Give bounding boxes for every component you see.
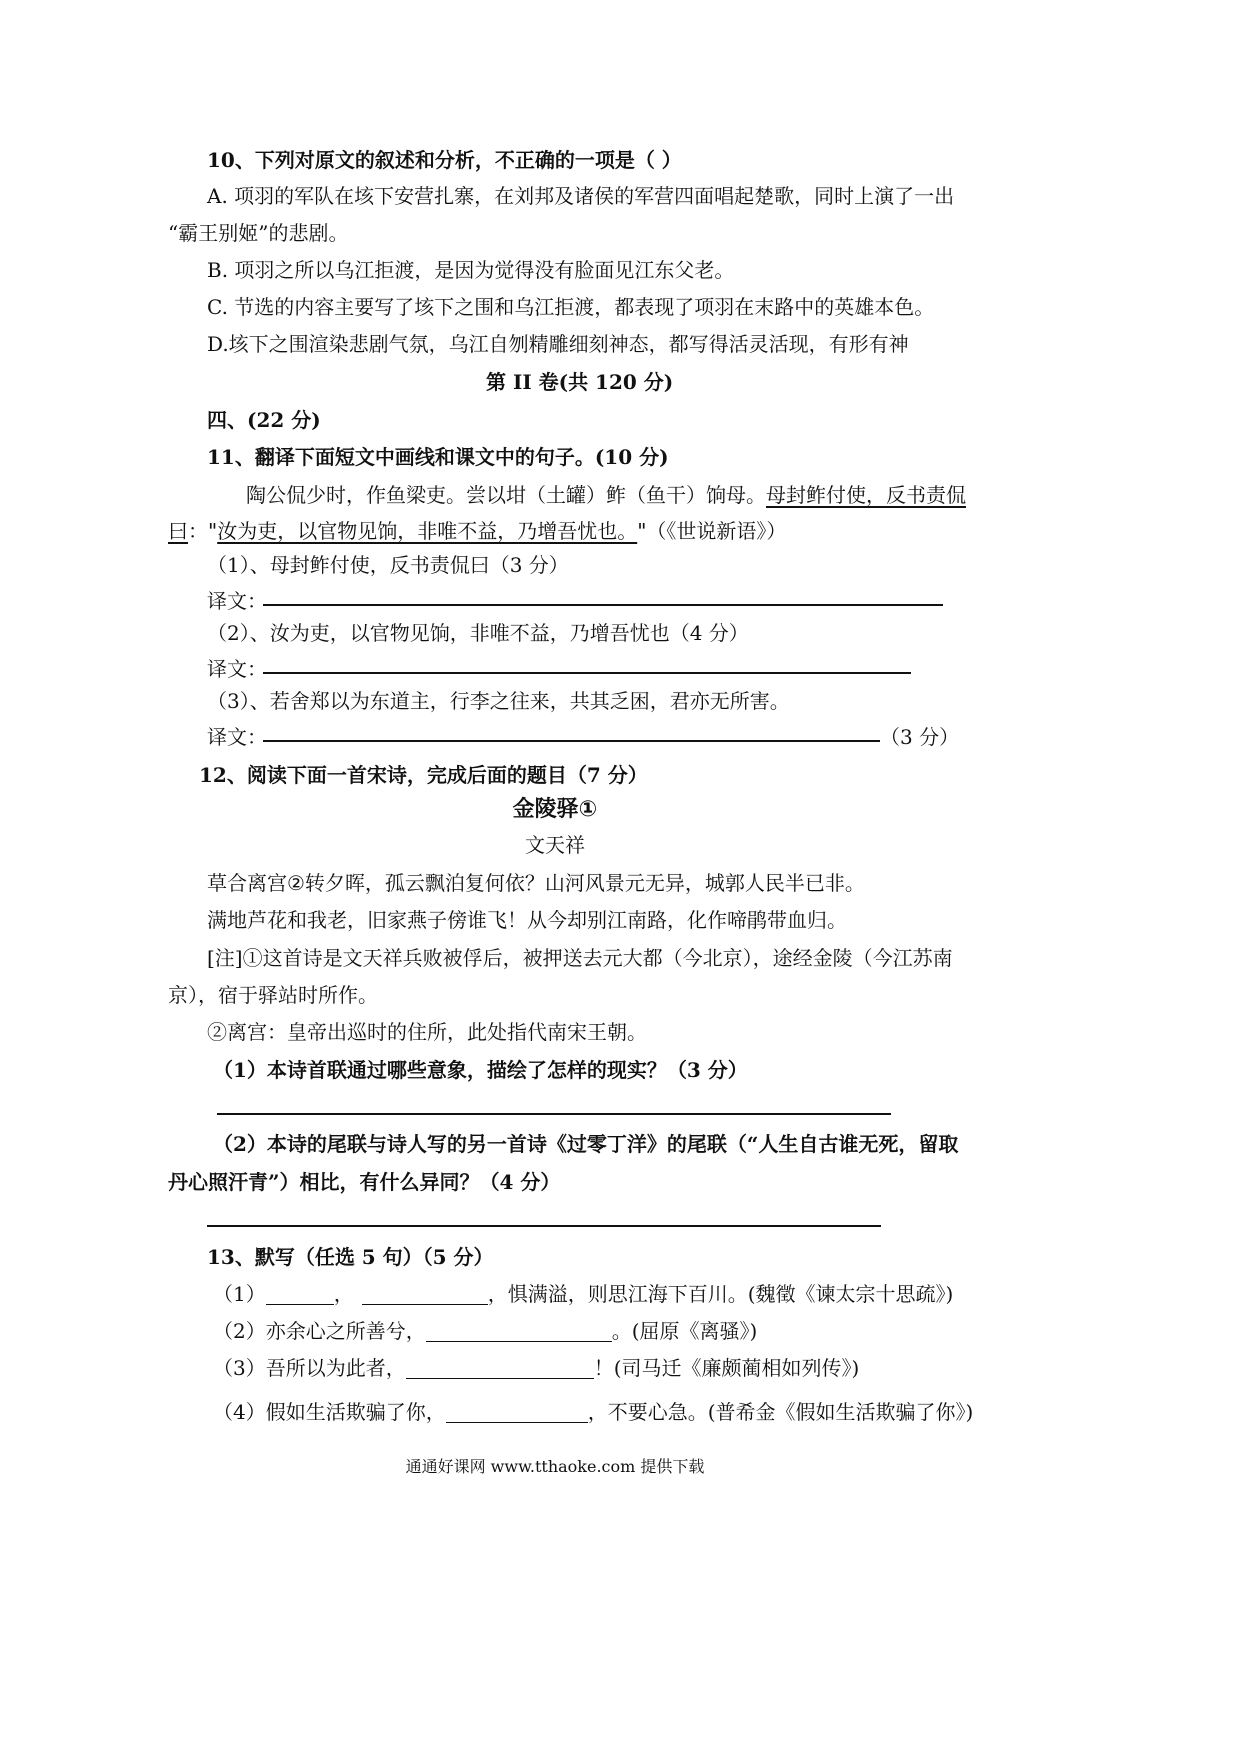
q11-passage-plain: 陶公侃少时，作鱼梁吏。尝以坩（土罐）鲊（鱼干）饷母。 (246, 483, 766, 507)
q13-line-1 (213, 1281, 953, 1307)
q13-line-1-suffix: ，惧满溢，则思江海下百川。(魏徵《谏太宗十思疏》) (487, 1282, 954, 1306)
q11-answer-label-1: 译文： (207, 589, 267, 613)
q11-passage-underlined-1: 母封鲊付使，反书责侃 (766, 483, 966, 507)
q13-line-1-comma: ， (333, 1282, 354, 1306)
q13-line-4 (213, 1399, 973, 1425)
q12-stem: 12、阅读下面一首宋诗，完成后面的题目（7 分） (199, 763, 648, 787)
q11-sentence-3: （3）、若舍郑以为东道主，行李之往来，共其乏困，君亦无所害。 (207, 689, 790, 713)
q10-option-c: C. 节选的内容主要写了垓下之围和乌江拒渡，都表现了项羽在末路中的英雄本色。 (207, 295, 935, 319)
page-footer: 通通好课网 www.tthaoke.com 提供下载 (405, 1457, 705, 1476)
poem-note-2: ②离宫：皇帝出巡时的住所，此处指代南宋王朝。 (207, 1020, 647, 1044)
q12-sub-1: （1）本诗首联通过哪些意象，描绘了怎样的现实？（3 分） (213, 1058, 748, 1082)
q13-line-2-suffix: 。(屈原《离骚》) (611, 1319, 758, 1343)
poem-note-1b: 京），宿于驿站时所作。 (168, 983, 378, 1007)
q13-line-4-prefix: （4）假如生活欺骗了你， (213, 1400, 446, 1424)
q13-line-1-prefix: （1） (213, 1282, 266, 1306)
q11-answer-label-2: 译文： (207, 657, 267, 681)
q10-option-a-line1: A. 项羽的军队在垓下安营扎寨，在刘邦及诸侯的军营四面唱起楚歌，同时上演了一出 (207, 184, 955, 208)
poem-note-1a: [注]①这首诗是文天祥兵败被俘后，被押送去元大都（今北京），途经金陵（今江苏南 (207, 946, 953, 970)
q10-option-a-line2: “霸王别姬”的悲剧。 (168, 221, 349, 245)
poem-line-2: 满地芦花和我老，旧家燕子傍谁飞！从今却别江南路，化作啼鹃带血归。 (207, 908, 847, 932)
q13-line-3 (213, 1355, 859, 1381)
q13-line-3-suffix: ！(司马迁《廉颇蔺相如列传》) (593, 1356, 860, 1380)
q13-line-2-prefix: （2）亦余心之所善兮， (213, 1319, 426, 1343)
q11-passage-quote-open: ：" (188, 519, 218, 543)
q12-sub-2-line2: 丹心照汗青”）相比，有什么异同？（4 分） (168, 1170, 561, 1194)
q11-passage-line1 (246, 482, 966, 508)
poem-author: 文天祥 (525, 833, 585, 857)
q13-line-3-prefix: （3）吾所以为此者， (213, 1356, 406, 1380)
q13-blank-4[interactable] (446, 1402, 588, 1423)
poem-title: 金陵驿① (512, 797, 598, 822)
q11-sentence-3-points: （3 分） (880, 725, 960, 749)
q11-stem: 11、翻译下面短文中画线和课文中的句子。(10 分) (207, 445, 669, 469)
q10-option-b: B. 项羽之所以乌江拒渡，是因为觉得没有脸面见江东父老。 (207, 258, 735, 282)
q13-blank-1a[interactable] (266, 1284, 334, 1305)
q12-sub-1-answer-line[interactable] (217, 1113, 891, 1115)
q11-answer-label-3: 译文： (207, 725, 267, 749)
q11-sentence-2: （2）、汝为吏，以官物见饷，非唯不益，乃增吾忧也（4 分） (207, 621, 749, 645)
q13-line-4-suffix: ，不要心急。(普希金《假如生活欺骗了你》) (587, 1400, 974, 1424)
q11-answer-line-1[interactable] (263, 604, 943, 606)
q11-passage-underlined-2a: 曰 (168, 519, 188, 543)
q12-sub-2-answer-line[interactable] (207, 1225, 881, 1227)
q11-answer-line-2[interactable] (263, 672, 911, 674)
q10-option-d: D.垓下之围渲染悲剧气氛，乌江自刎精雕细刻神态，都写得活灵活现，有形有神 (207, 332, 909, 356)
q13-blank-1b[interactable] (362, 1284, 488, 1305)
q11-passage-source: "（《世说新语》） (637, 519, 787, 543)
q11-passage-line2 (168, 518, 786, 544)
q11-answer-line-3[interactable] (263, 740, 880, 742)
q10-stem: 10、下列对原文的叙述和分析，不正确的一项是（ ） (207, 148, 682, 172)
section-2-title: 第 II 卷(共 120 分) (486, 370, 674, 394)
q13-blank-2[interactable] (426, 1321, 612, 1342)
q11-passage-underlined-2b: 汝为吏，以官物见饷，非唯不益，乃增吾忧也。 (217, 519, 638, 543)
q12-sub-2-line1: （2）本诗的尾联与诗人写的另一首诗《过零丁洋》的尾联（“人生自古谁无死，留取 (213, 1132, 959, 1156)
q13-blank-3[interactable] (406, 1358, 594, 1379)
poem-line-1: 草合离宫②转夕晖，孤云飘泊复何依？山河风景元无异，城郭人民半已非。 (207, 871, 865, 895)
part-4-title: 四、(22 分) (207, 408, 321, 432)
q11-sentence-1: （1）、母封鲊付使，反书责侃曰（3 分） (207, 553, 569, 577)
q13-line-2 (213, 1318, 757, 1344)
q13-stem: 13、默写（任选 5 句）（5 分） (207, 1245, 494, 1269)
